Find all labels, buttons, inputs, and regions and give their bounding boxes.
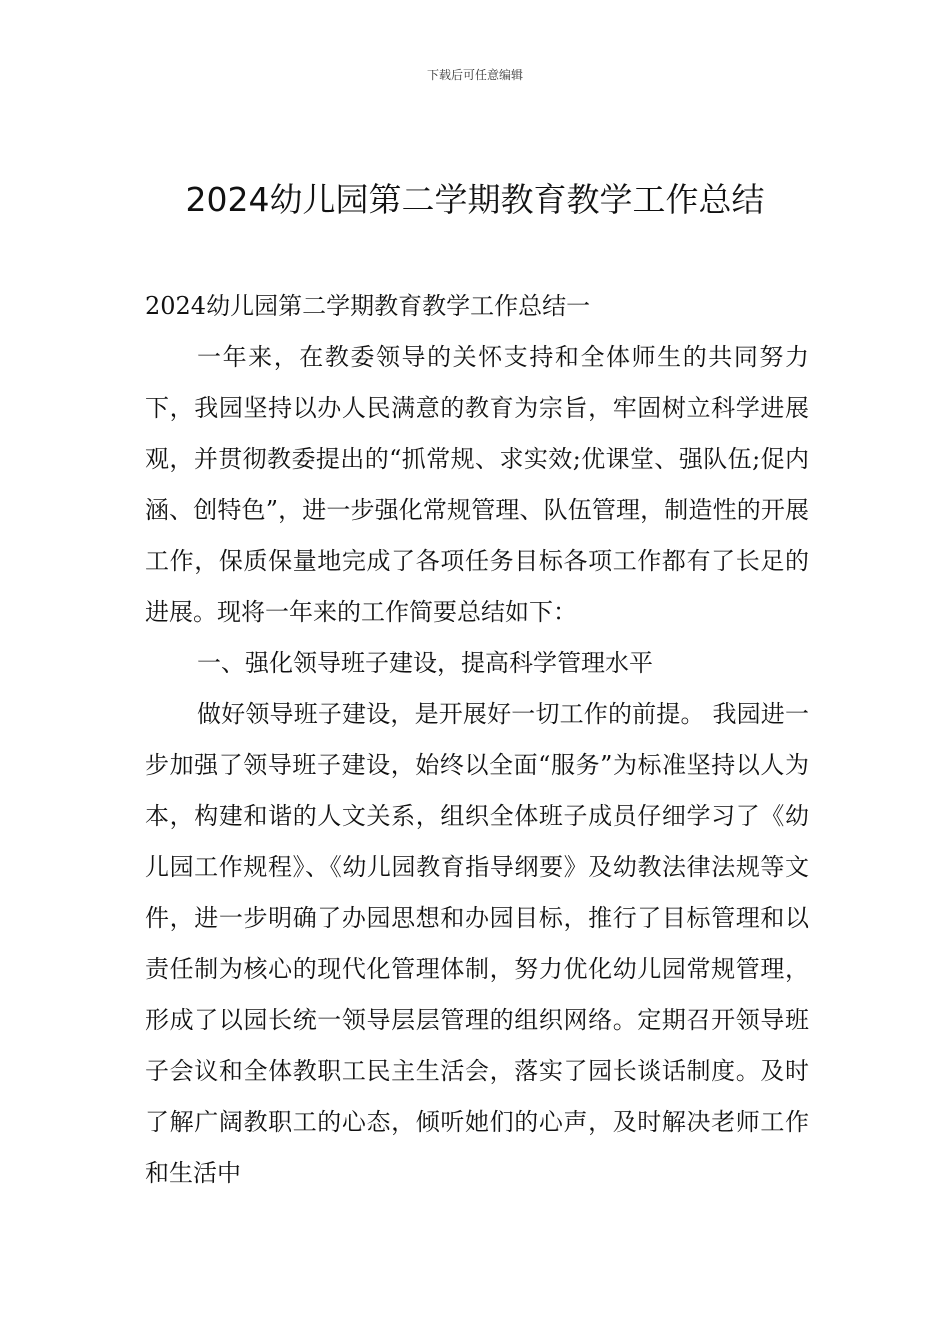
section-subtitle: 2024幼儿园第二学期教育教学工作总结一	[145, 292, 591, 320]
section-heading-1: 一、强化领导班子建设，提高科学管理水平	[197, 649, 653, 677]
paragraph-leadership: 做好领导班子建设，是开展好一切工作的前提。 我园进一步加强了领导班子建设，始终以全面“服务”为标准坚持以人为本，构建和谐的人文关系，组织全体班子成员仔细学习了《幼儿园工作规程》、《幼儿园教育指导纲要》及幼教法律法规等文件，进一步明确了办园思想和办园目标，推行了目标管理和以责任制为核心的现代化管理体制，努力优化幼儿园常规管理，形成了以园长统一领导层层管理的组织网络。定期召开领导班子会议和全体教职工民主生活会，落实了园长谈话制度。及时了解广阔教职工的心态，倾听她们的心声，及时解决老师工作和生活中	[145, 700, 809, 1187]
document-body	[145, 281, 809, 1199]
paragraph-intro: 一年来，在教委领导的关怀支持和全体师生的共同努力下，我园坚持以办人民满意的教育为宗旨，牢固树立科学进展观，并贯彻教委提出的“抓常规、求实效;优课堂、强队伍;促内涵、创特色”，进一步强化常规管理、队伍管理，制造性的开展工作，保质保量地完成了各项任务目标各项工作都有了长足的进展。现将一年来的工作简要总结如下：	[145, 343, 809, 626]
download-note: 下载后可任意编辑	[426, 68, 523, 82]
document-title: 2024幼儿园第二学期教育教学工作总结	[185, 180, 765, 219]
